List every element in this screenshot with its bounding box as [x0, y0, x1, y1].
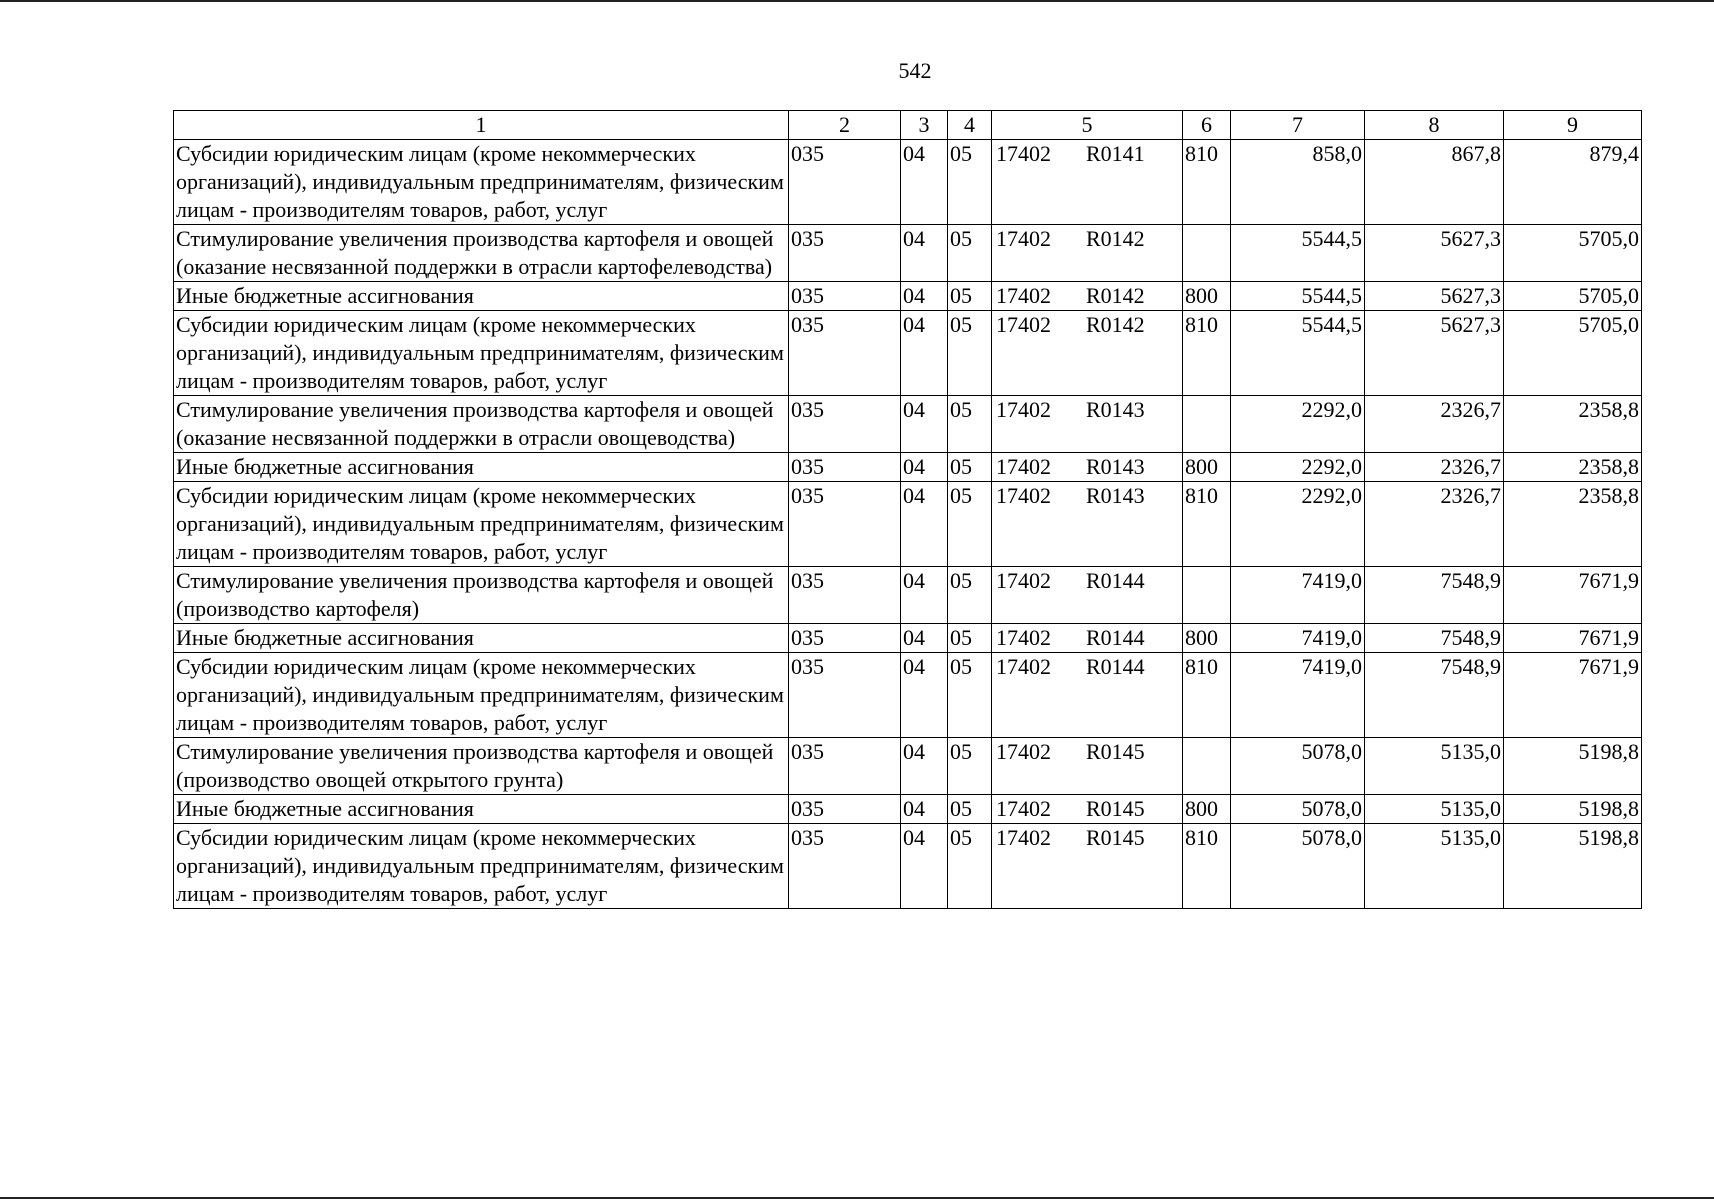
expense-type-code	[1183, 225, 1231, 282]
table-row	[174, 311, 1642, 396]
subsection-code: 05	[948, 396, 992, 453]
subsection-code: 05	[948, 225, 992, 282]
expense-name: Стимулирование увеличения производства картофеля и овощей (производство овощей открытого грунта)	[174, 738, 789, 795]
ministry-code: 035	[789, 282, 901, 311]
direction-code: R0145	[1086, 825, 1145, 850]
table-row	[174, 624, 1642, 653]
direction-code: R0143	[1086, 397, 1145, 422]
amount-year-3: 5198,8	[1504, 738, 1642, 795]
ministry-code: 035	[789, 140, 901, 225]
subsection-code: 05	[948, 482, 992, 567]
amount-year-2: 7548,9	[1365, 567, 1504, 624]
amount-year-3: 2358,8	[1504, 396, 1642, 453]
table-row	[174, 140, 1642, 225]
col-header-8: 8	[1365, 111, 1504, 140]
section-code: 04	[901, 795, 948, 824]
target-article-code	[992, 140, 1183, 225]
amount-year-3: 2358,8	[1504, 482, 1642, 567]
ministry-code: 035	[789, 795, 901, 824]
table-row	[174, 396, 1642, 453]
col-header-5: 5	[992, 111, 1183, 140]
expense-name: Стимулирование увеличения производства картофеля и овощей (оказание несвязанной поддержки в отрасли картофелеводства)	[174, 225, 789, 282]
direction-code: R0142	[1086, 226, 1145, 251]
expense-type-code: 800	[1183, 795, 1231, 824]
amount-year-3: 5198,8	[1504, 795, 1642, 824]
expense-type-code: 810	[1183, 824, 1231, 909]
section-code: 04	[901, 225, 948, 282]
amount-year-3: 5705,0	[1504, 311, 1642, 396]
direction-code: R0141	[1086, 141, 1145, 166]
subsection-code: 05	[948, 311, 992, 396]
top-scan-edge	[0, 0, 1714, 2]
section-code: 04	[901, 738, 948, 795]
section-code: 04	[901, 482, 948, 567]
direction-code: R0144	[1086, 568, 1145, 593]
amount-year-1: 2292,0	[1231, 482, 1365, 567]
target-article-code	[992, 567, 1183, 624]
table-row	[174, 567, 1642, 624]
target-article-code	[992, 795, 1183, 824]
section-code: 04	[901, 567, 948, 624]
amount-year-1: 7419,0	[1231, 624, 1365, 653]
subsection-code: 05	[948, 824, 992, 909]
amount-year-1: 5078,0	[1231, 738, 1365, 795]
expense-type-code: 810	[1183, 482, 1231, 567]
amount-year-1: 2292,0	[1231, 453, 1365, 482]
direction-code: R0145	[1086, 796, 1145, 821]
target-article-code	[992, 624, 1183, 653]
table-row	[174, 653, 1642, 738]
column-number-row	[174, 111, 1642, 140]
table-row	[174, 795, 1642, 824]
expense-type-code	[1183, 738, 1231, 795]
expense-type-code: 800	[1183, 453, 1231, 482]
ministry-code: 035	[789, 567, 901, 624]
col-header-7: 7	[1231, 111, 1365, 140]
section-code: 04	[901, 653, 948, 738]
amount-year-2: 5135,0	[1365, 795, 1504, 824]
amount-year-3: 879,4	[1504, 140, 1642, 225]
amount-year-3: 5705,0	[1504, 225, 1642, 282]
table-row	[174, 225, 1642, 282]
ministry-code: 035	[789, 824, 901, 909]
program-code: 17402	[996, 483, 1051, 508]
amount-year-2: 5135,0	[1365, 824, 1504, 909]
program-code: 17402	[996, 825, 1051, 850]
section-code: 04	[901, 282, 948, 311]
ministry-code: 035	[789, 738, 901, 795]
page-number: 542	[898, 58, 932, 83]
ministry-code: 035	[789, 482, 901, 567]
expense-name: Иные бюджетные ассигнования	[174, 795, 789, 824]
program-code: 17402	[996, 568, 1051, 593]
expense-type-code: 810	[1183, 311, 1231, 396]
subsection-code: 05	[948, 795, 992, 824]
expense-name: Иные бюджетные ассигнования	[174, 624, 789, 653]
amount-year-3: 5705,0	[1504, 282, 1642, 311]
ministry-code: 035	[789, 653, 901, 738]
table-row	[174, 738, 1642, 795]
program-code: 17402	[996, 312, 1051, 337]
budget-table	[173, 110, 1642, 909]
amount-year-1: 5078,0	[1231, 824, 1365, 909]
direction-code: R0142	[1086, 283, 1145, 308]
col-header-1: 1	[174, 111, 789, 140]
section-code: 04	[901, 140, 948, 225]
table-row	[174, 453, 1642, 482]
direction-code: R0142	[1086, 312, 1145, 337]
amount-year-2: 5627,3	[1365, 282, 1504, 311]
section-code: 04	[901, 311, 948, 396]
expense-type-code	[1183, 567, 1231, 624]
table-row	[174, 282, 1642, 311]
col-header-6: 6	[1183, 111, 1231, 140]
expense-type-code: 800	[1183, 624, 1231, 653]
amount-year-3: 2358,8	[1504, 453, 1642, 482]
amount-year-1: 858,0	[1231, 140, 1365, 225]
direction-code: R0144	[1086, 625, 1145, 650]
col-header-9: 9	[1504, 111, 1642, 140]
amount-year-2: 2326,7	[1365, 396, 1504, 453]
amount-year-1: 5544,5	[1231, 311, 1365, 396]
target-article-code	[992, 225, 1183, 282]
expense-name: Иные бюджетные ассигнования	[174, 453, 789, 482]
target-article-code	[992, 824, 1183, 909]
ministry-code: 035	[789, 624, 901, 653]
amount-year-2: 7548,9	[1365, 653, 1504, 738]
program-code: 17402	[996, 654, 1051, 679]
expense-type-code: 810	[1183, 140, 1231, 225]
subsection-code: 05	[948, 738, 992, 795]
amount-year-2: 2326,7	[1365, 453, 1504, 482]
program-code: 17402	[996, 625, 1051, 650]
col-header-4: 4	[948, 111, 992, 140]
section-code: 04	[901, 824, 948, 909]
ministry-code: 035	[789, 453, 901, 482]
amount-year-1: 7419,0	[1231, 653, 1365, 738]
expense-name: Стимулирование увеличения производства картофеля и овощей (производство картофеля)	[174, 567, 789, 624]
col-header-3: 3	[901, 111, 948, 140]
subsection-code: 05	[948, 140, 992, 225]
amount-year-3: 5198,8	[1504, 824, 1642, 909]
amount-year-3: 7671,9	[1504, 653, 1642, 738]
amount-year-2: 5627,3	[1365, 225, 1504, 282]
expense-name: Субсидии юридическим лицам (кроме некоммерческих организаций), индивидуальным предпринимателям, физическим лицам - производителям товаров, работ, услуг	[174, 311, 789, 396]
amount-year-3: 7671,9	[1504, 624, 1642, 653]
expense-type-code	[1183, 396, 1231, 453]
amount-year-1: 5078,0	[1231, 795, 1365, 824]
subsection-code: 05	[948, 282, 992, 311]
amount-year-2: 5627,3	[1365, 311, 1504, 396]
amount-year-1: 5544,5	[1231, 225, 1365, 282]
subsection-code: 05	[948, 624, 992, 653]
program-code: 17402	[996, 141, 1051, 166]
program-code: 17402	[996, 283, 1051, 308]
amount-year-2: 2326,7	[1365, 482, 1504, 567]
direction-code: R0145	[1086, 739, 1145, 764]
subsection-code: 05	[948, 567, 992, 624]
ministry-code: 035	[789, 311, 901, 396]
bottom-scan-edge	[0, 1197, 1714, 1199]
expense-type-code: 800	[1183, 282, 1231, 311]
target-article-code	[992, 396, 1183, 453]
program-code: 17402	[996, 226, 1051, 251]
direction-code: R0144	[1086, 654, 1145, 679]
amount-year-2: 867,8	[1365, 140, 1504, 225]
direction-code: R0143	[1086, 454, 1145, 479]
target-article-code	[992, 282, 1183, 311]
program-code: 17402	[996, 739, 1051, 764]
amount-year-1: 2292,0	[1231, 396, 1365, 453]
target-article-code	[992, 453, 1183, 482]
expense-name: Субсидии юридическим лицам (кроме некоммерческих организаций), индивидуальным предпринимателям, физическим лицам - производителям товаров, работ, услуг	[174, 653, 789, 738]
amount-year-1: 5544,5	[1231, 282, 1365, 311]
amount-year-2: 5135,0	[1365, 738, 1504, 795]
expense-name: Субсидии юридическим лицам (кроме некоммерческих организаций), индивидуальным предпринимателям, физическим лицам - производителям товаров, работ, услуг	[174, 482, 789, 567]
table-row	[174, 824, 1642, 909]
section-code: 04	[901, 624, 948, 653]
target-article-code	[992, 653, 1183, 738]
amount-year-2: 7548,9	[1365, 624, 1504, 653]
subsection-code: 05	[948, 653, 992, 738]
expense-name: Стимулирование увеличения производства картофеля и овощей (оказание несвязанной поддержки в отрасли овощеводства)	[174, 396, 789, 453]
ministry-code: 035	[789, 225, 901, 282]
program-code: 17402	[996, 796, 1051, 821]
amount-year-1: 7419,0	[1231, 567, 1365, 624]
expense-name: Субсидии юридическим лицам (кроме некоммерческих организаций), индивидуальным предпринимателям, физическим лицам - производителям товаров, работ, услуг	[174, 824, 789, 909]
amount-year-3: 7671,9	[1504, 567, 1642, 624]
section-code: 04	[901, 453, 948, 482]
target-article-code	[992, 311, 1183, 396]
program-code: 17402	[996, 397, 1051, 422]
target-article-code	[992, 482, 1183, 567]
table-row	[174, 482, 1642, 567]
expense-name: Иные бюджетные ассигнования	[174, 282, 789, 311]
section-code: 04	[901, 396, 948, 453]
expense-name: Субсидии юридическим лицам (кроме некоммерческих организаций), индивидуальным предпринимателям, физическим лицам - производителям товаров, работ, услуг	[174, 140, 789, 225]
direction-code: R0143	[1086, 483, 1145, 508]
expense-type-code: 810	[1183, 653, 1231, 738]
target-article-code	[992, 738, 1183, 795]
col-header-2: 2	[789, 111, 901, 140]
ministry-code: 035	[789, 396, 901, 453]
table-body	[174, 140, 1642, 909]
subsection-code: 05	[948, 453, 992, 482]
program-code: 17402	[996, 454, 1051, 479]
